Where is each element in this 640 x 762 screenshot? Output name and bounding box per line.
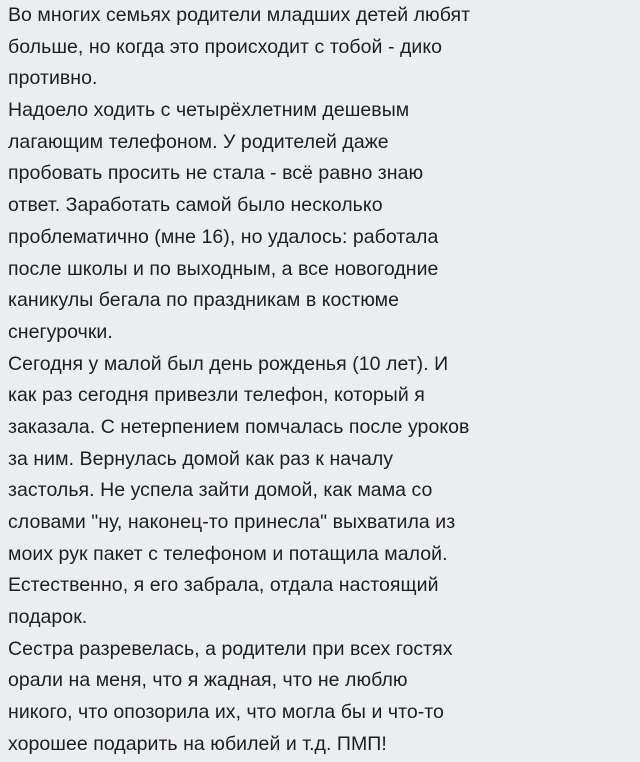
text-line: лагающим телефоном. У родителей даже xyxy=(8,130,389,153)
text-line: каникулы бегала по праздникам в костюме xyxy=(8,289,400,312)
text-line: Сестра разревелась, а родители при всех гостях xyxy=(8,637,453,660)
text-line: снегурочки. xyxy=(8,320,113,343)
text-line: Сегодня у малой был день рожденья (10 лет). И xyxy=(8,352,449,375)
text-line: орали на меня, что я жадная, что не люблю xyxy=(8,669,408,692)
text-line: больше, но когда это происходит с тобой - дико xyxy=(8,35,443,58)
text-line: пробовать просить не стала - всё равно знаю xyxy=(8,162,424,185)
text-line: подарок. xyxy=(8,606,88,629)
text-line: Во многих семьях родители младших детей любят xyxy=(8,4,471,26)
text-line: после школы и по выходным, а все новогодние xyxy=(8,257,439,280)
text-line: проблематично (мне 16), но удалось: работала xyxy=(8,225,439,248)
text-line: противно. xyxy=(8,67,98,90)
text-line: моих рук пакет с телефоном и потащила малой. xyxy=(8,542,448,565)
text-line: Естественно, я его забрала, отдала настоящий xyxy=(8,574,439,597)
text-line: ответ. Заработать самой было несколько xyxy=(8,194,383,217)
text-line: заказала. С нетерпением помчалась после уроков xyxy=(8,415,470,438)
text-line: как раз сегодня привезли телефон, который я xyxy=(8,384,425,407)
text-line: словами "ну, наконец-то принесла" выхватила из xyxy=(8,511,456,533)
text-line: никого, что опозорила их, что могла бы и что-то xyxy=(8,701,444,724)
text-line: застолья. Не успела зайти домой, как мама со xyxy=(8,479,433,502)
text-line: за ним. Вернулась домой как раз к началу xyxy=(8,447,394,470)
text-line: хорошее подарить на юбилей и т.д. ПМП! xyxy=(8,732,387,755)
text-line: Надоело ходить с четырёхлетним дешевым xyxy=(8,99,410,122)
